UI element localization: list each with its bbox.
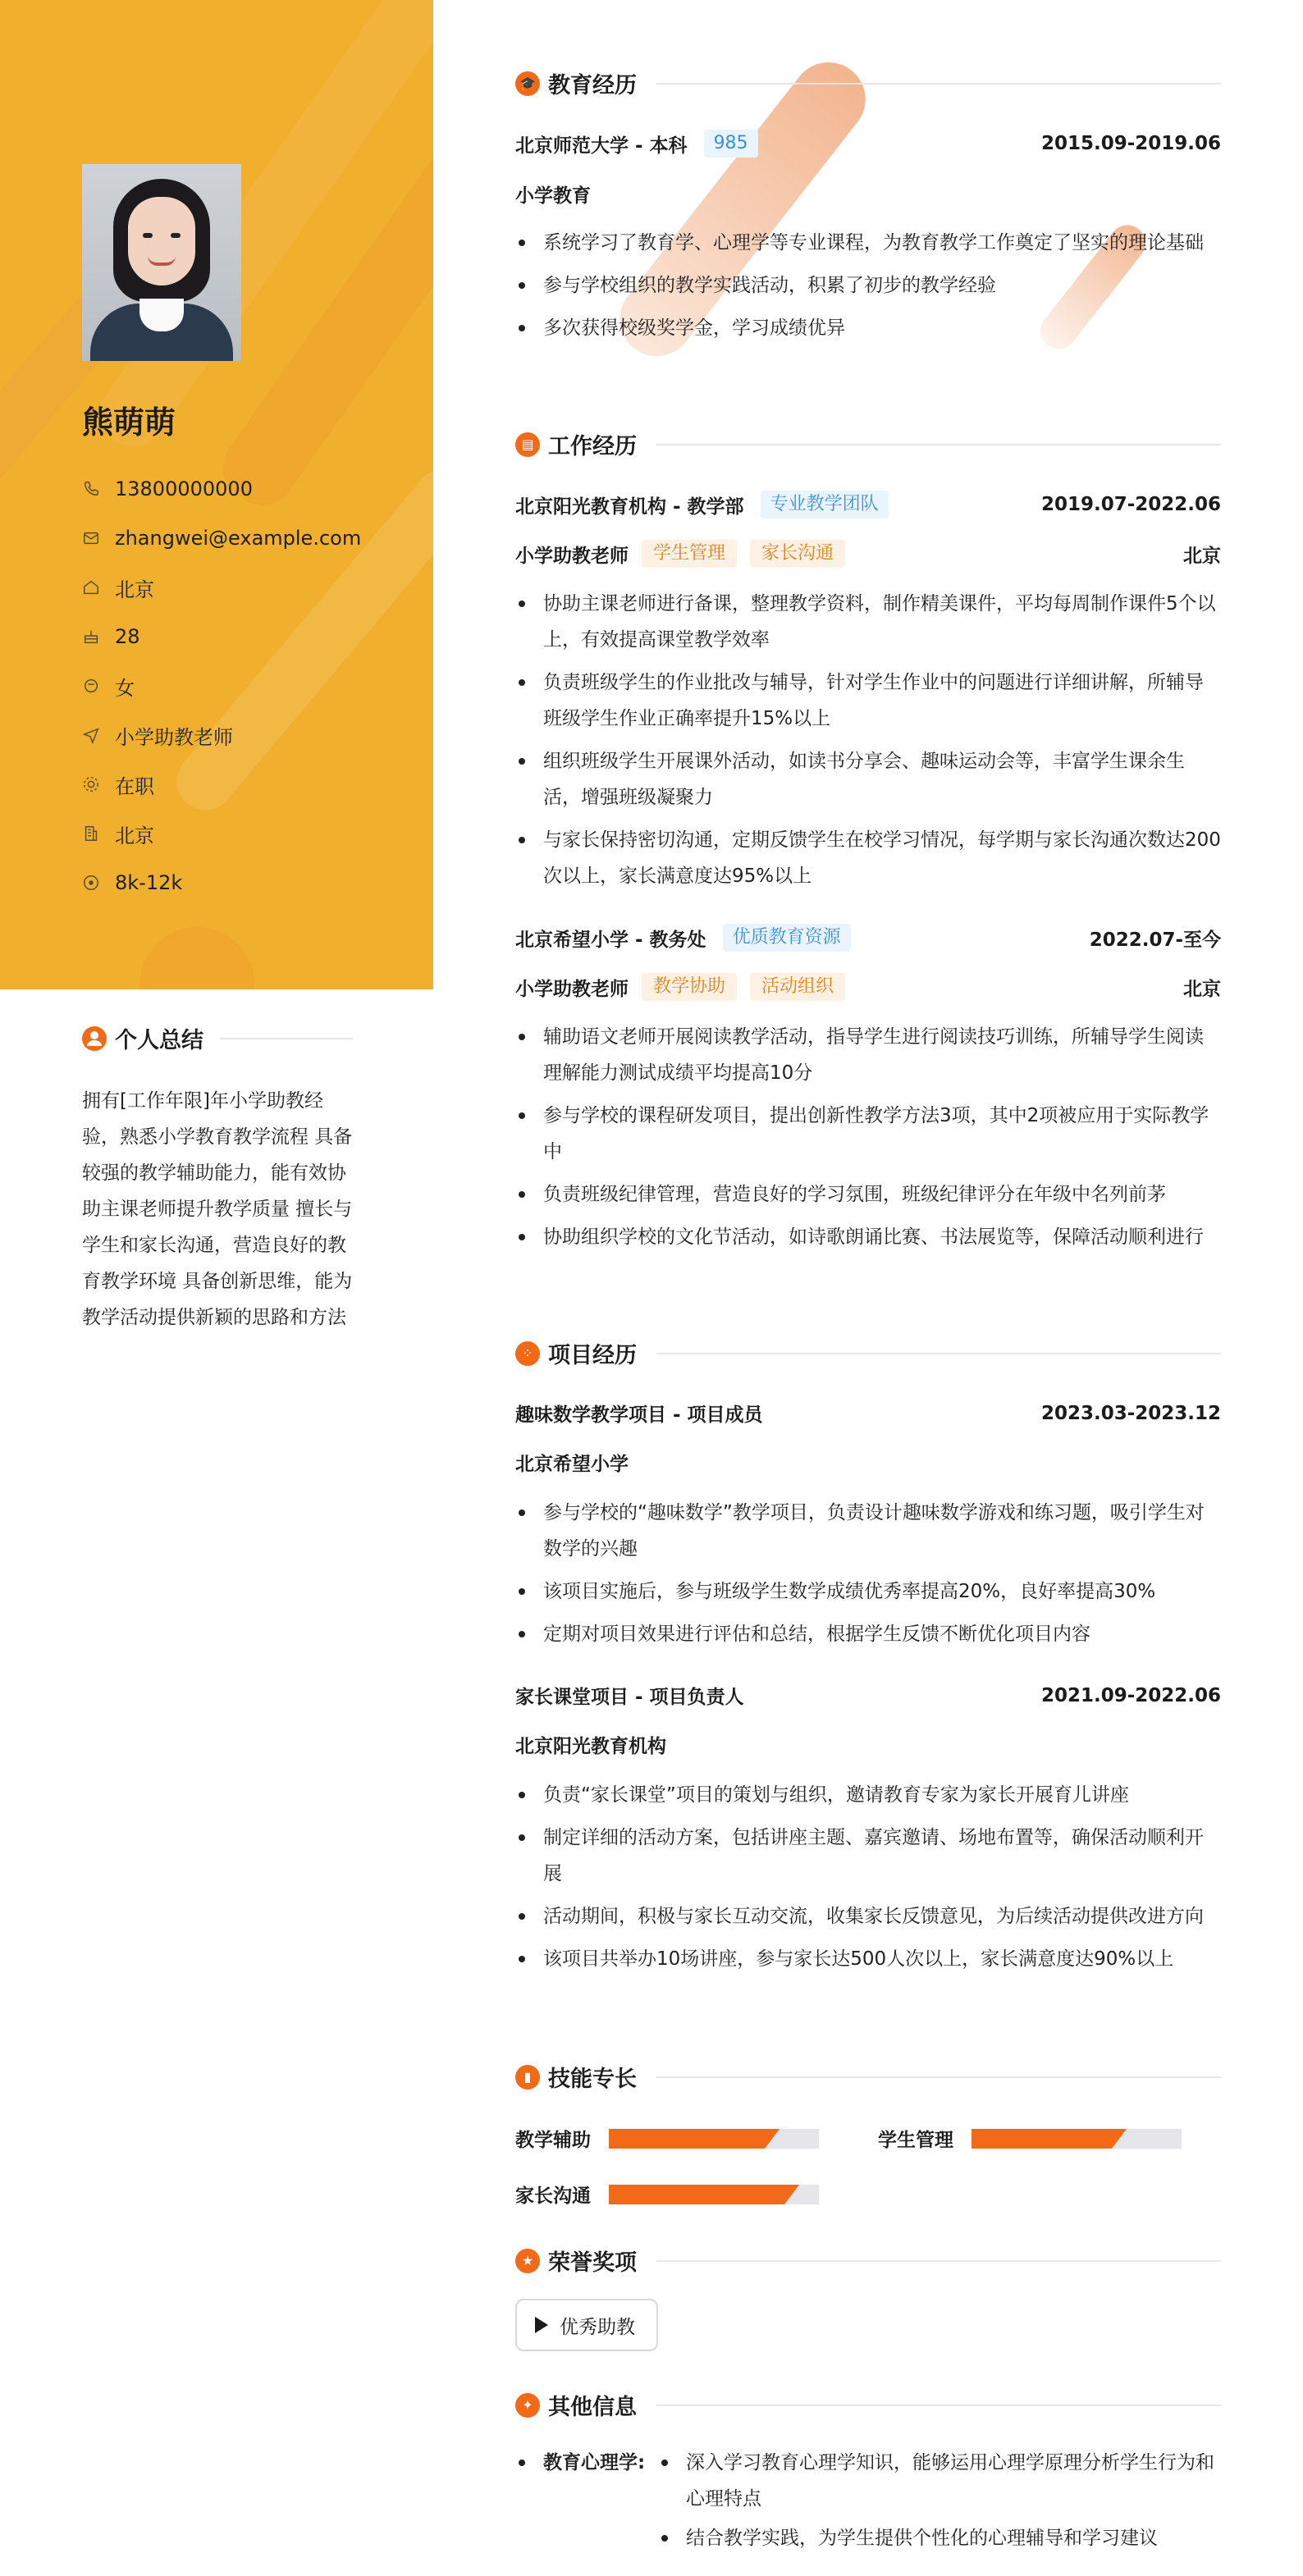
skill-name: 家长沟通 [515,2185,591,2207]
info-age [82,612,361,661]
list-item: 与家长保持密切沟通，定期反馈学生在校学习情况，每学期与家长沟通次数达200次以上，家长满意度达95%以上 [515,822,1221,894]
list-item: 协助组织学校的文化节活动，如诗歌朗诵比赛、书法展览等，保障活动顺利进行 [515,1219,1221,1255]
education-date: 2015.09-2019.06 [1040,133,1221,154]
job-bullets [515,586,1221,901]
list-item: 负责班级学生的作业批改与辅导，针对学生作业中的问题进行详细讲解，所辅导班级学生作业正确率提升15%以上 [515,665,1221,737]
list-item: 该项目实施后，参与班级学生数学成绩优秀率提高20%，良好率提高30% [515,1573,1221,1610]
list-item: 负责班级纪律管理，营造良好的学习氛围，班级纪律评分在年级中名列前茅 [515,1176,1221,1213]
divider [656,2405,1221,2406]
play-icon [535,2317,548,2333]
person-icon [82,1026,107,1051]
cake-icon [82,628,100,646]
project-org-row [515,1731,1221,1758]
phone-icon [82,480,100,498]
project-name: 趣味数学教学项目 - 项目成员 [515,1404,763,1426]
bullet-dot [519,2460,525,2466]
list-item: 多次获得校级奖学金，学习成绩优异 [515,310,1221,346]
skill-fill [609,2129,765,2149]
info-text: 北京 [115,824,154,847]
divider [656,444,1221,445]
summary-header [82,1022,353,1054]
list-item: 该项目共举办10场讲座，参与家长达500人次以上，家长满意度达90%以上 [515,1941,1221,1977]
summary-text: 拥有[工作年限]年小学助教经验，熟悉小学教育教学流程 具备较强的教学辅助能力，能有效协助主课老师提升教学质量 擅长与学生和家长沟通，营造良好的教育教学环境 具备创新思维，能为教学活动提供新颖的思路和方法 [82,1090,353,1328]
skill-track [609,2185,819,2204]
job-row [515,491,1221,518]
school-tag: 985 [704,130,758,158]
job-tag: 专业教学团队 [761,491,889,518]
job-role: 小学助教老师 [515,545,629,567]
skill-fill [972,2129,1112,2149]
other-header [515,2389,1221,2421]
list-item: 定期对项目效果进行评估和总结，根据学生反馈不断优化项目内容 [515,1616,1221,1652]
info-status [82,760,361,809]
home-icon [82,578,100,596]
job-date: 2019.07-2022.06 [1040,494,1221,515]
project-bullets [515,1777,1221,1984]
list-item: 参与学校的“趣味数学”教学项目，负责设计趣味数学游戏和练习题，吸引学生对数学的兴趣 [515,1495,1221,1567]
briefcase-icon: ▤ [515,432,540,457]
education-row [515,130,1221,158]
education-header [515,67,1221,99]
job-org: 北京阳光教育机构 - 教学部 [515,496,744,518]
skill-tag: 家长沟通 [750,540,845,568]
divider [656,2076,1221,2078]
summary-title: 个人总结 [115,1028,203,1053]
skill-tag: 活动组织 [750,973,845,1001]
info-email [82,514,361,563]
skill-tag: 教学协助 [642,973,737,1001]
skill-name: 学生管理 [878,2130,953,2151]
project-org-row [515,1449,1221,1476]
decor-circle [139,927,254,989]
job-role-row [515,973,1221,1001]
job-role: 小学助教老师 [515,978,629,1000]
info-text: 北京 [115,578,154,601]
section-title: 其他信息 [548,2395,637,2420]
list-item: 辅助语文老师开展阅读教学活动，指导学生进行阅读技巧训练，所辅导学生阅读理解能力测试成绩平均提高10分 [515,1019,1221,1091]
project-date: 2021.09-2022.06 [1040,1684,1221,1706]
section-title: 项目经历 [548,1343,637,1368]
info-text: zhangwei@example.com [115,527,362,550]
list-item: 系统学习了教育学、心理学等专业课程，为教育教学工作奠定了坚实的理论基础 [515,225,1221,261]
list-item: 参与学校的课程研发项目，提出创新性教学方法3项，其中2项被应用于实际教学中 [515,1098,1221,1170]
project-name: 家长课堂项目 - 项目负责人 [515,1687,744,1708]
project-bullets [515,1495,1221,1659]
sidebar [0,0,433,989]
divider [220,1038,353,1039]
job-tag: 优质教育资源 [723,924,851,952]
info-text: 在职 [115,774,154,798]
skill-fill [609,2185,784,2204]
info-salary [82,858,361,907]
job-city: 北京 [1183,545,1221,567]
info-text: 28 [115,625,140,648]
section-title: 荣誉奖项 [548,2250,637,2276]
salary-icon [82,874,100,892]
award-item-button[interactable] [515,2299,658,2351]
grid-icon: ⁘ [515,1341,540,1366]
job-bullets [515,1019,1221,1262]
list-item: 协助主课老师进行备课，整理教学资料，制作精美课件，平均每周制作课件5个以上，有效提高课堂教学效率 [515,586,1221,658]
project-org: 北京希望小学 [515,1454,629,1475]
project-row [515,1400,1221,1427]
section-title: 教育经历 [548,73,637,98]
skill-track [609,2129,819,2149]
awards-header [515,2245,1221,2277]
list-item: 负责“家长课堂”项目的策划与组织，邀请教育专家为家长开展育儿讲座 [515,1777,1221,1813]
project-org: 北京阳光教育机构 [515,1736,666,1757]
gender-icon [82,677,100,695]
job-row [515,924,1221,952]
info-text: 小学助教老师 [115,725,233,749]
work-header [515,428,1221,460]
send-icon [82,726,100,744]
status-icon [82,775,100,793]
section-title: 工作经历 [548,434,637,459]
graduation-cap-icon: 🎓 [515,71,540,96]
info-location [82,563,361,612]
projects-header [515,1337,1221,1369]
other-bullets [658,2445,1221,2560]
skill-name: 教学辅助 [515,2130,591,2151]
trophy-icon: ★ [515,2249,540,2273]
list-item: 深入学习教育心理学知识，能够运用心理学原理分析学生行为和心理特点 [658,2445,1221,2517]
building-icon [82,824,100,843]
award-label: 优秀助教 [560,2316,635,2338]
bar-chart-icon: ▮ [515,2065,540,2090]
major: 小学教育 [515,185,591,207]
info-phone [82,464,361,514]
list-item: 参与学校组织的教学实践活动，积累了初步的教学经验 [515,267,1221,304]
school-name: 北京师范大学 - 本科 [515,135,688,157]
divider [656,2260,1221,2262]
skill-bar [515,2125,819,2152]
info-text: 13800000000 [115,477,253,500]
other-key: 教育心理学: [543,2452,646,2473]
divider [656,83,1221,84]
skill-bar [515,2181,819,2208]
info-gender [82,661,361,710]
education-bullets [515,225,1221,353]
list-item: 组织班级学生开展课外活动，如读书分享会、趣味运动会等，丰富学生课余生活，增强班级凝聚力 [515,743,1221,815]
job-date: 2022.07-至今 [1089,929,1221,951]
section-title: 技能专长 [548,2067,637,2092]
project-date: 2023.03-2023.12 [1040,1402,1221,1424]
mail-icon [82,529,100,547]
profile-photo [82,164,241,361]
info-icon: ✦ [515,2393,540,2418]
list-item: 活动期间，积极与家长互动交流，收集家长反馈意见，为后续活动提供改进方向 [515,1898,1221,1934]
contact-info-list [82,464,361,907]
divider [656,1353,1221,1354]
profile-name: 熊萌萌 [82,404,176,441]
list-item: 结合教学实践，为学生提供个性化的心理辅导和学习建议 [658,2520,1221,2556]
info-text: 女 [115,676,135,700]
skills-header [515,2061,1221,2093]
major-row [515,180,1221,208]
skill-bar [878,2125,1182,2152]
list-item: 制定详细的活动方案，包括讲座主题、嘉宾邀请、场地布置等，确保活动顺利开展 [515,1820,1221,1892]
skill-tag: 学生管理 [642,540,737,568]
job-org: 北京希望小学 - 教务处 [515,929,706,951]
skill-track [972,2129,1182,2149]
project-row [515,1682,1221,1709]
info-city [82,809,361,858]
info-text: 8k-12k [115,871,183,894]
info-position [82,710,361,760]
job-role-row [515,540,1221,568]
job-city: 北京 [1183,978,1221,1000]
